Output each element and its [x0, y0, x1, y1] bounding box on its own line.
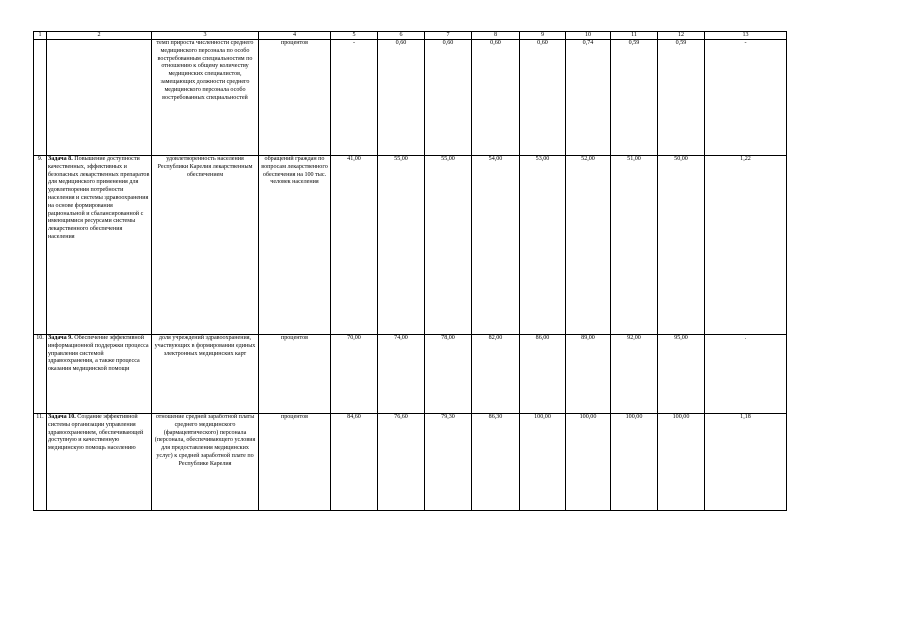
value-cell: 41,00: [331, 156, 378, 335]
unit-cell: процентов: [259, 414, 331, 511]
column-header: 10: [566, 32, 611, 40]
value-cell: 100,00: [658, 414, 705, 511]
task-title: Задача 9.: [48, 335, 73, 341]
value-cell: 86,00: [520, 335, 566, 414]
task-description: Создание эффективной системы организации управления здравоохранением, обеспечивающей доступную и качественную медицинскую помощь населению: [48, 414, 144, 452]
value-cell: 100,00: [520, 414, 566, 511]
column-header: 8: [472, 32, 520, 40]
row-number: 9.: [34, 156, 47, 335]
value-cell: 82,00: [472, 335, 520, 414]
value-cell: 50,00: [658, 156, 705, 335]
value-cell: 0,60: [520, 40, 566, 156]
column-header: 4: [259, 32, 331, 40]
value-cell: .: [705, 335, 787, 414]
value-cell: 0,59: [611, 40, 658, 156]
value-cell: 78,00: [425, 335, 472, 414]
task-cell: [47, 40, 152, 156]
value-cell: 0,59: [658, 40, 705, 156]
table-row: [34, 40, 787, 156]
column-number-header-row: [34, 32, 787, 40]
column-header: 13: [705, 32, 787, 40]
value-cell: 84,60: [331, 414, 378, 511]
column-header: 5: [331, 32, 378, 40]
value-cell: 100,00: [566, 414, 611, 511]
row-number: 10.: [34, 335, 47, 414]
task-description: Повышение доступности качественных, эффективных и безопасных лекарственных препаратов для медицинского применения для удовлетворения потребности населения и системы здравоохранения на основе формирования рациональной и сбалансированной с имеющимися ресурсами системы лекарственного обеспечения населения: [48, 156, 150, 240]
value-cell: 0,60: [378, 40, 425, 156]
column-header: 9: [520, 32, 566, 40]
value-cell: 76,60: [378, 414, 425, 511]
value-cell: 0,60: [425, 40, 472, 156]
task-description: Обеспечение эффективной информационной поддержки процесса управления системой здравоохранения, а также процесса оказания медицинской помощи: [48, 335, 149, 373]
indicator-cell: отношение средней заработной платы среднего медицинского (фармацевтического) персонала (персонала, обеспечивающего условия для предоставления медицинских услуг) к средней заработной плате по Республике Карелия: [152, 414, 259, 511]
column-header: 6: [378, 32, 425, 40]
value-cell: 54,00: [472, 156, 520, 335]
indicator-cell: удовлетворенность населения Республики Карелия лекарственным обеспечением: [152, 156, 259, 335]
table-row: [34, 335, 787, 414]
row-number: 11.: [34, 414, 47, 511]
unit-cell: процентов: [259, 335, 331, 414]
value-cell: 51,00: [611, 156, 658, 335]
column-header: 11: [611, 32, 658, 40]
indicator-cell: доля учреждений здравоохранения, участвующих в формировании единых электронных медицинских карт: [152, 335, 259, 414]
task-cell: [47, 414, 152, 511]
task-title: Задача 8.: [48, 156, 73, 162]
value-cell: 1,18: [705, 414, 787, 511]
value-cell: 53,00: [520, 156, 566, 335]
column-header: 12: [658, 32, 705, 40]
column-header: 1: [34, 32, 47, 40]
value-cell: 74,00: [378, 335, 425, 414]
value-cell: 0,74: [566, 40, 611, 156]
unit-cell: обращений граждан по вопросам лекарственного обеспечения на 100 тыс. человек населения: [259, 156, 331, 335]
indicators-table: [33, 31, 787, 511]
task-cell: [47, 335, 152, 414]
value-cell: 70,00: [331, 335, 378, 414]
table-row: [34, 156, 787, 335]
table-row: [34, 414, 787, 511]
task-title: Задача 10.: [48, 414, 76, 420]
unit-cell: процентов: [259, 40, 331, 156]
value-cell: 55,00: [425, 156, 472, 335]
value-cell: 52,00: [566, 156, 611, 335]
value-cell: 92,00: [611, 335, 658, 414]
column-header: 2: [47, 32, 152, 40]
value-cell: -: [331, 40, 378, 156]
value-cell: 100,00: [611, 414, 658, 511]
value-cell: 55,00: [378, 156, 425, 335]
row-number: [34, 40, 47, 156]
value-cell: 1,22: [705, 156, 787, 335]
column-header: 3: [152, 32, 259, 40]
value-cell: 95,00: [658, 335, 705, 414]
value-cell: 86,30: [472, 414, 520, 511]
column-header: 7: [425, 32, 472, 40]
task-cell: [47, 156, 152, 335]
value-cell: 0,60: [472, 40, 520, 156]
value-cell: 89,00: [566, 335, 611, 414]
value-cell: -: [705, 40, 787, 156]
indicator-cell: темп прироста численности среднего медицинского персонала по особо востребованным специальностям по отношению к общему количеству медицинских специалистов, замещающих должности среднего медицинского персонала особо востребованных специальностей: [152, 40, 259, 156]
value-cell: 79,30: [425, 414, 472, 511]
